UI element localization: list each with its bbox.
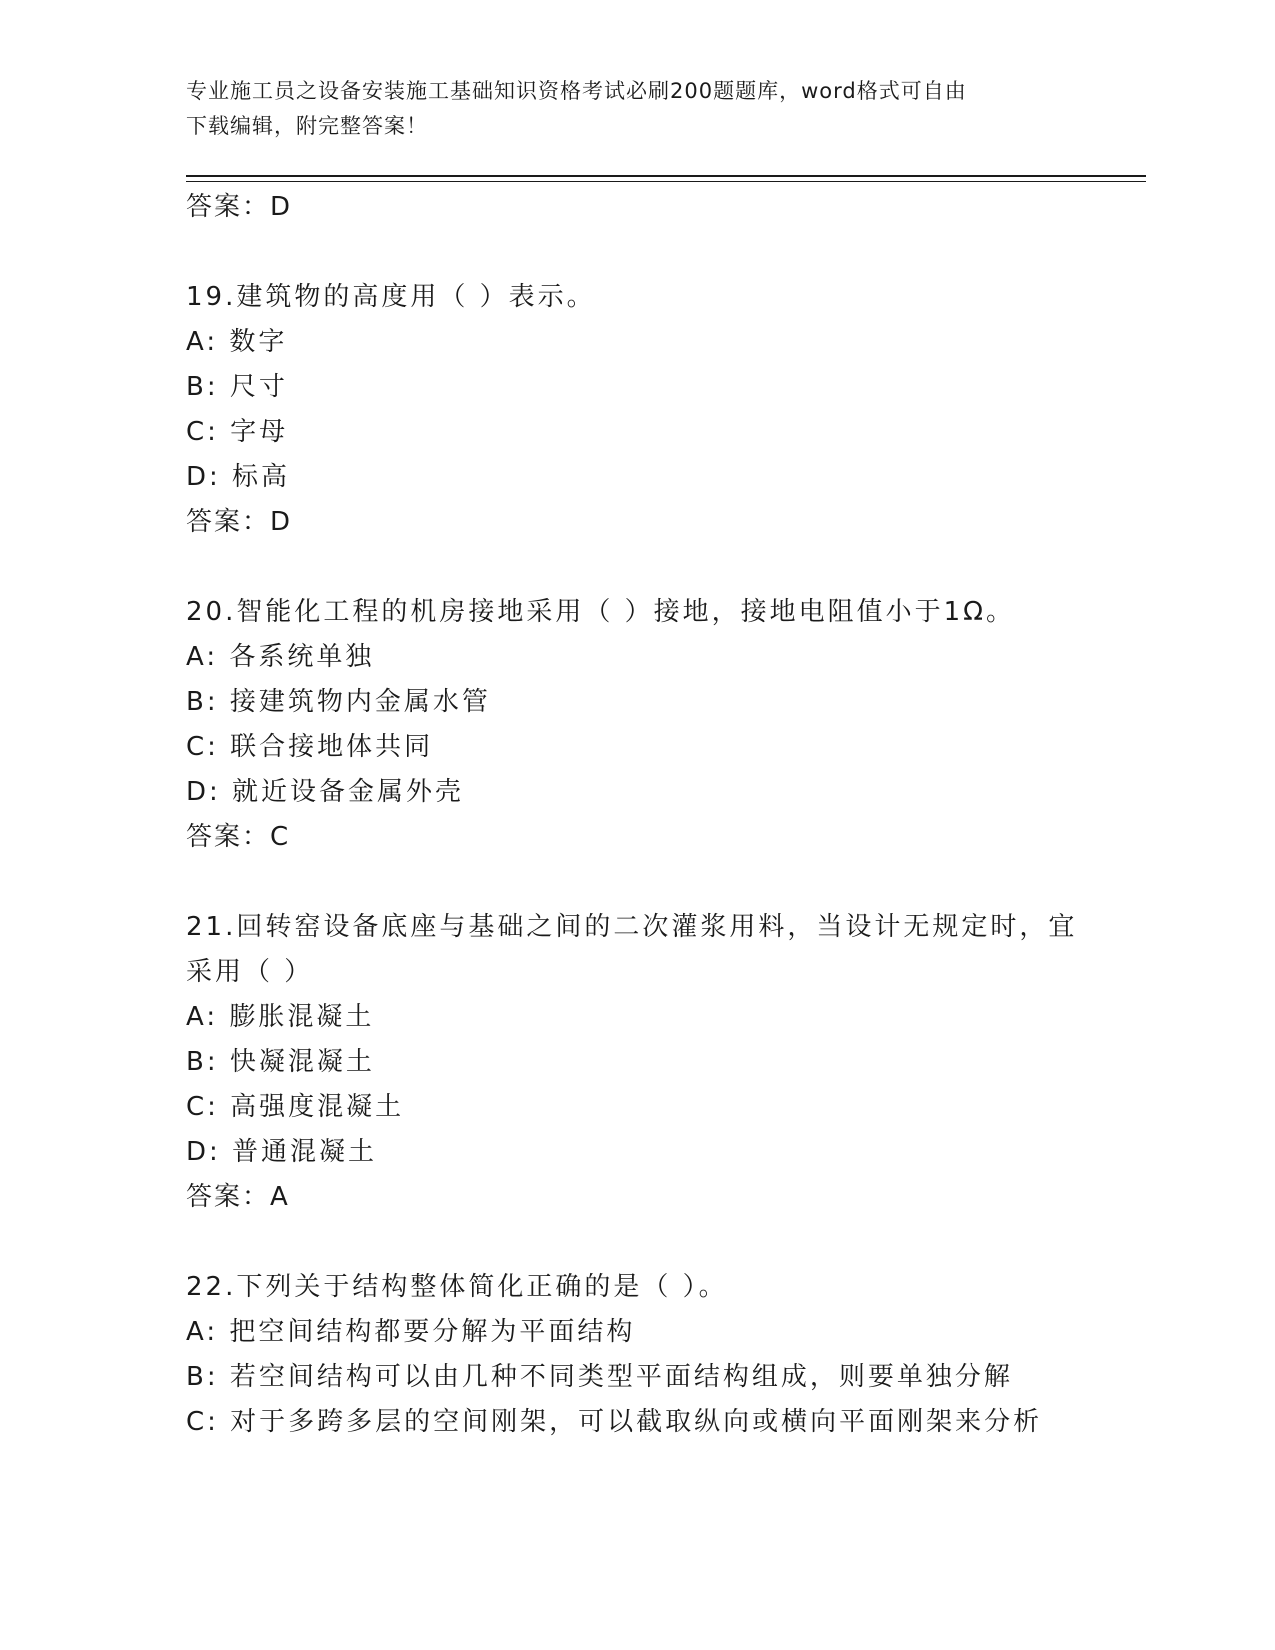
question-block-20 <box>186 590 1146 860</box>
option-d: D: 就近设备金属外壳 <box>186 777 465 807</box>
question-stem: 21.回转窑设备底座与基础之间的二次灌浆用料，当设计无规定时，宜 <box>186 912 1078 942</box>
answer-line <box>186 500 1146 545</box>
question-stem: 19.建筑物的高度用（ ）表示。 <box>186 282 596 312</box>
answer-label: 答案： <box>186 192 271 222</box>
option-c: C: 字母 <box>186 417 289 447</box>
answer-label: 答案： <box>186 507 271 537</box>
header-line-1: 专业施工员之设备安装施工基础知识资格考试必刷200题题库，word格式可自由 <box>186 79 967 103</box>
question-stem: 22.下列关于结构整体简化正确的是（ ）。 <box>186 1272 728 1302</box>
answer-value: D <box>270 192 293 222</box>
answer-label: 答案： <box>186 822 271 852</box>
document-body <box>186 185 1146 1445</box>
option-d: D: 普通混凝土 <box>186 1137 378 1167</box>
question-block-19 <box>186 275 1146 545</box>
header-rule-thin <box>186 181 1146 182</box>
answer-line <box>186 1175 1146 1220</box>
option-d: D: 标高 <box>186 462 291 492</box>
option-a: A: 膨胀混凝土 <box>186 1002 375 1032</box>
header-rule-thick <box>186 175 1146 177</box>
question-stem: 20.智能化工程的机房接地采用（ ）接地，接地电阻值小于1Ω。 <box>186 597 1016 627</box>
option-c: C: 对于多跨多层的空间刚架，可以截取纵向或横向平面刚架来分析 <box>186 1407 1043 1437</box>
option-a: A: 把空间结构都要分解为平面结构 <box>186 1317 636 1347</box>
option-a: A: 各系统单独 <box>186 642 375 672</box>
answer-value: D <box>270 507 293 537</box>
question-block-21 <box>186 905 1146 1220</box>
option-b: B: 快凝混凝土 <box>186 1047 375 1077</box>
option-b: B: 尺寸 <box>186 372 288 402</box>
option-a: A: 数字 <box>186 327 288 357</box>
document-header <box>186 74 1066 144</box>
option-b: B: 若空间结构可以由几种不同类型平面结构组成，则要单独分解 <box>186 1362 1013 1392</box>
option-c: C: 联合接地体共同 <box>186 732 434 762</box>
header-line-2: 下载编辑，附完整答案！ <box>186 114 428 138</box>
question-stem-continued: 采用（ ） <box>186 957 314 987</box>
answer-label: 答案： <box>186 1182 271 1212</box>
question-block-22 <box>186 1265 1146 1445</box>
option-c: C: 高强度混凝土 <box>186 1092 405 1122</box>
answer-line <box>186 815 1146 860</box>
answer-line-prev <box>186 185 1146 230</box>
answer-value: C <box>270 822 291 852</box>
answer-value: A <box>270 1182 290 1212</box>
option-b: B: 接建筑物内金属水管 <box>186 687 491 717</box>
